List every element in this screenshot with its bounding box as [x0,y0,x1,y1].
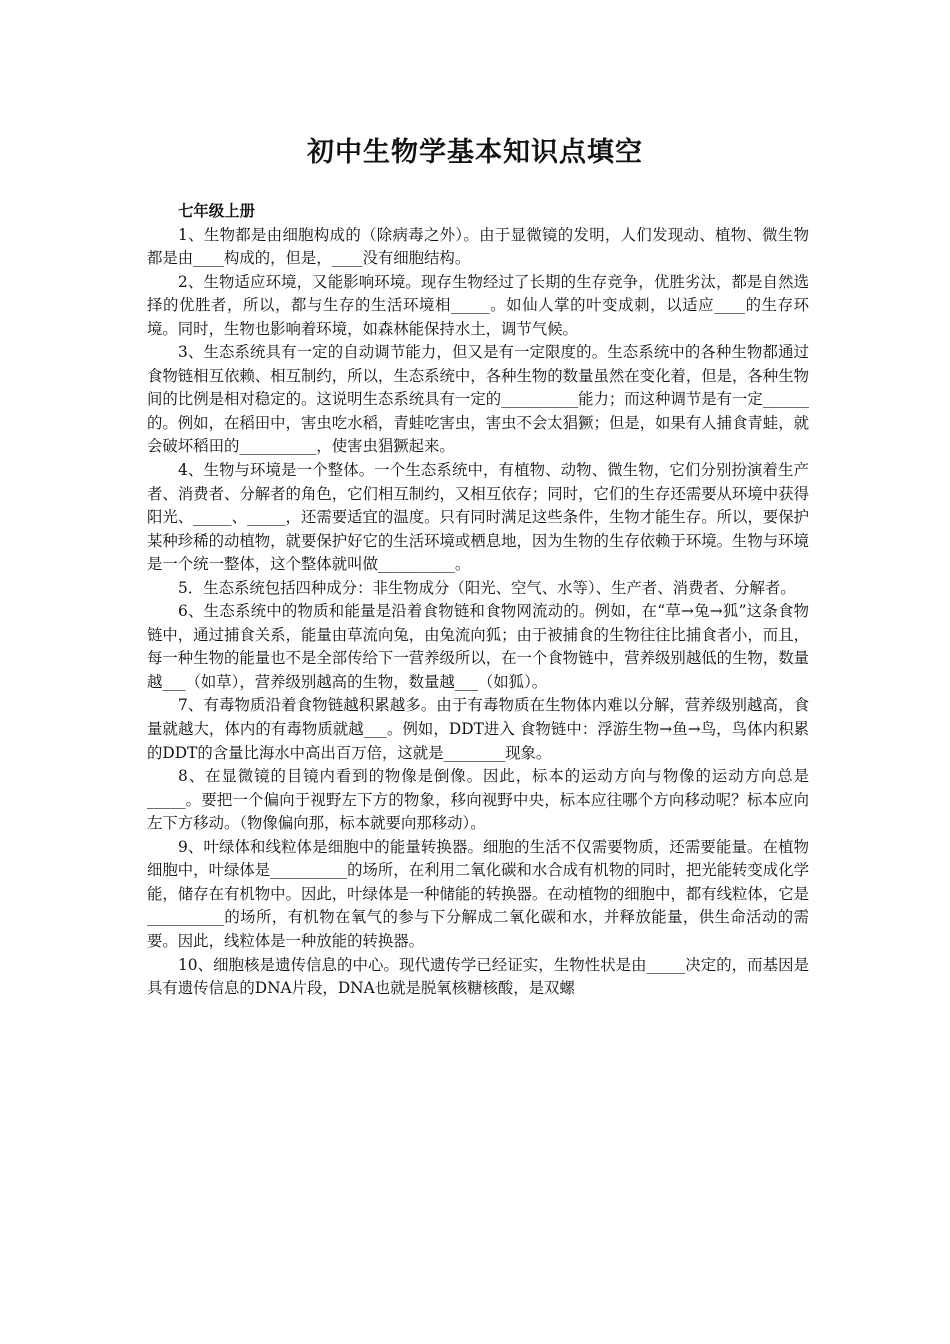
paragraph-10: 10、细胞核是遗传信息的中心。现代遗传学已经证实，生物性状是由_____决定的，而基因是具有遗传信息的DNA片段，DNA也就是脱氧核糖核酸，是双螺 [147,955,809,998]
paragraph-9: 9、叶绿体和线粒体是细胞中的能量转换器。细胞的生活不仅需要物质，还需要能量。在植物细胞中，叶绿体是__________的场所，在利用二氧化碳和水合成有机物的同时，把光能转变成化学能，储存在有机物中。因此，叶绿体是一种储能的转换器。在动植物的细胞中，都有线粒体，它是__________的场所，有机物在氧气的参与下分解成二氧化碳和水，并释放能量，供生命活动的需要。因此，线粒体是一种放能的转换器。 [147,837,809,950]
paragraph-8: 8、在显微镜的目镜内看到的物像是倒像。因此，标本的运动方向与物像的运动方向总是_____。要把一个偏向于视野左下方的物象，移向视野中央，标本应往哪个方向移动呢？标本应向左下方移动。（物像偏向那，标本就要向那移动）。 [147,767,809,833]
paragraph-7: 7、有毒物质沿着食物链越积累越多。由于有毒物质在生物体内难以分解，营养级别越高，食量就越大，体内的有毒物质就越___。例如，DDT进入 食物链中：浮游生物→鱼→鸟，鸟体内积累的DDT的含量比海水中高出百万倍，这就是________现象。 [147,696,809,762]
paragraph-5: 5．生态系统包括四种成分：非生物成分（阳光、空气、水等）、生产者、消费者、分解者。 [178,578,796,597]
page-title: 初中生物学基本知识点填空 [307,137,643,168]
paragraph-2: 2、生物适应环境，又能影响环境。现存生物经过了长期的生存竞争，优胜劣汰，都是自然选择的优胜者，所以，都与生存的生活环境相_____。如仙人掌的叶变成刺，以适应____的生存环境。同时，生物也影响着环境，如森林能保持水土，调节气候。 [147,272,809,338]
paragraph-3: 3、生态系统具有一定的自动调节能力，但又是有一定限度的。生态系统中的各种生物都通过食物链相互依赖、相互制约，所以，生态系统中，各种生物的数量虽然在变化着，但是，各种生物间的比例是相对稳定的。这说明生态系统具有一定的__________能力；而这种调节是有一定______的。例如，在稻田中，害虫吃水稻，青蛙吃害虫，害虫不会太猖獗；但是，如果有人捕食青蛙，就会破坏稻田的__________，使害虫猖獗起来。 [147,343,809,456]
paragraph-1: 1、生物都是由细胞构成的（除病毒之外）。由于显微镜的发明，人们发现动、植物、微生物都是由____构成的，但是，____没有细胞结构。 [147,225,809,268]
section-heading: 七年级上册 [178,202,255,220]
paragraph-6: 6、生态系统中的物质和能量是沿着食物链和食物网流动的。例如，在“草→兔→狐”这条食物链中，通过捕食关系，能量由草流向兔，由兔流向狐；由于被捕食的生物往往比捕食者小，而且，每一种生物的能量也不是全部传给下一营养级所以，在一个食物链中，营养级别越低的生物，数量越___（如草），营养级别越高的生物，数量越___（如狐）。 [147,602,809,691]
paragraph-4: 4、生物与环境是一个整体。一个生态系统中，有植物、动物、微生物，它们分别扮演着生产者、消费者、分解者的角色，它们相互制约，又相互依存；同时，它们的生存还需要从环境中获得阳光、_____、_____，还需要适宜的温度。只有同时满足这些条件，生物才能生存。所以，要保护某种珍稀的动植物，就要保护好它的生活环境或栖息地，因为生物的生存依赖于环境。生物与环境是一个统一整体，这个整体就叫做__________。 [147,461,809,574]
document-body [147,200,809,1001]
